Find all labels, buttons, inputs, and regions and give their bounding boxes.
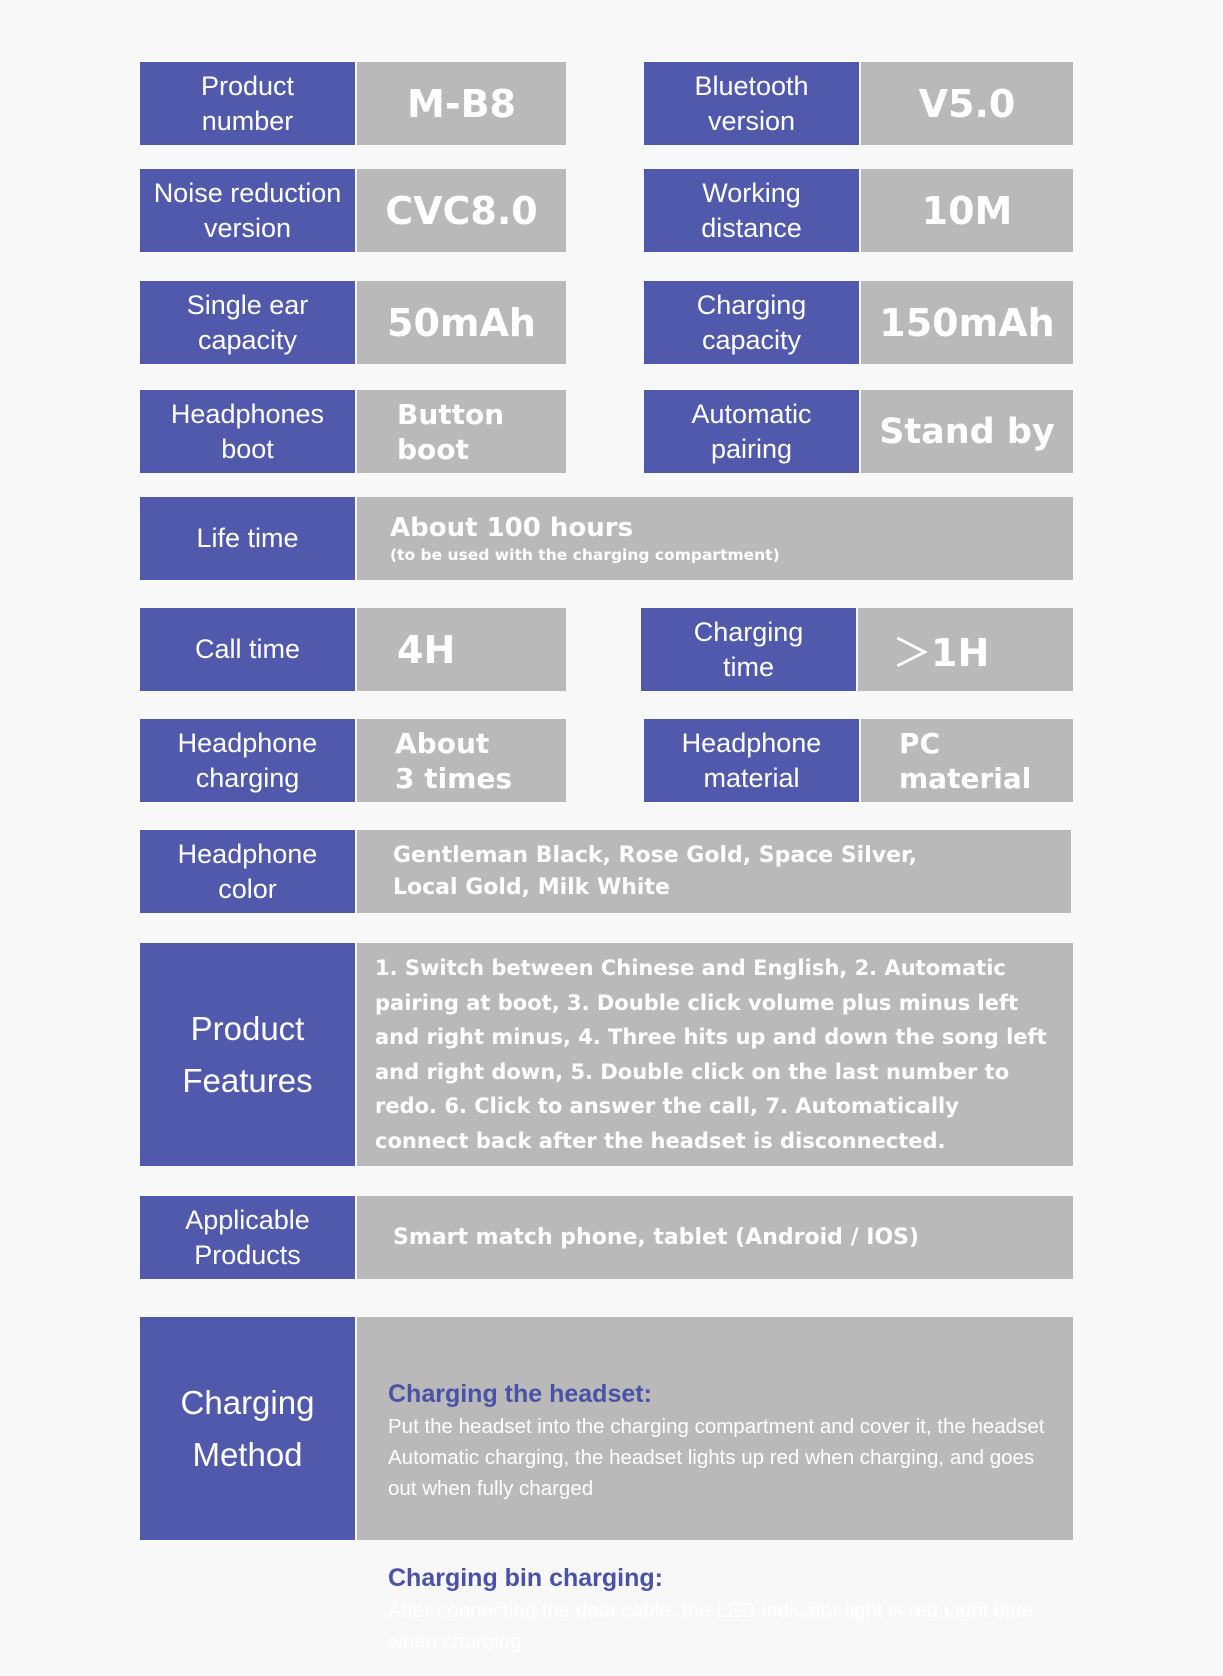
headphone-color-value: Gentleman Black, Rose Gold, Space Silver, Local Gold, Milk White <box>357 830 1071 913</box>
applicable-products-value: Smart match phone, tablet (Android / IOS) <box>357 1196 1073 1279</box>
charging-bin-title: Charging bin charging: <box>388 1564 663 1592</box>
headphone-material-value: PC material <box>861 719 1073 802</box>
charging-time-label: Charging time <box>641 608 856 691</box>
bluetooth-version-label: Bluetooth version <box>644 62 859 145</box>
life-time-value: About 100 hours <box>390 512 634 543</box>
life-time-value-box <box>357 497 1073 580</box>
charging-time-value: ＞1H <box>858 608 1073 691</box>
automatic-pairing-value: Stand by <box>861 390 1073 473</box>
call-time-label: Call time <box>140 608 355 691</box>
headphones-boot-value: Button boot <box>357 390 566 473</box>
product-features-label: Product Features <box>140 943 355 1166</box>
charging-bin-text: After connecting the data cable, the LED indicator light is red.Light blue when charging <box>388 1599 1034 1653</box>
single-ear-capacity-value: 50mAh <box>357 281 566 364</box>
noise-reduction-label: Noise reduction version <box>140 169 355 252</box>
working-distance-value: 10M <box>861 169 1073 252</box>
applicable-products-label: Applicable Products <box>140 1196 355 1279</box>
life-time-note: (to be used with the charging compartment) <box>390 545 780 564</box>
noise-reduction-value: CVC8.0 <box>357 169 566 252</box>
charging-headset-text: Put the headset into the charging compartment and cover it, the headset Automatic charging, the headset lights up red when charging, and goes out when fully charged <box>388 1415 1045 1500</box>
charging-method-box <box>357 1317 1073 1653</box>
charging-headset-title: Charging the headset: <box>388 1380 652 1408</box>
headphones-boot-label: Headphones boot <box>140 390 355 473</box>
charging-headset-paragraph <box>388 1348 1055 1504</box>
product-number-value: M-B8 <box>357 62 566 145</box>
headphone-charging-value: About 3 times <box>357 719 566 802</box>
product-features-value: 1. Switch between Chinese and English, 2. Automatic pairing at boot, 3. Double click volume plus minus left and right minus, 4. Three hits up and down the song left and right down, 5. Double click on the last number to redo. 6. Click to answer the call, 7. Automatically connect back after the headset is disconnected. <box>357 943 1073 1166</box>
product-number-label: Product number <box>140 62 355 145</box>
working-distance-label: Working distance <box>644 169 859 252</box>
single-ear-capacity-label: Single ear capacity <box>140 281 355 364</box>
bluetooth-version-value: V5.0 <box>861 62 1073 145</box>
charging-bin-paragraph <box>388 1532 1055 1657</box>
life-time-label: Life time <box>140 497 355 580</box>
automatic-pairing-label: Automatic pairing <box>644 390 859 473</box>
headphone-charging-label: Headphone charging <box>140 719 355 802</box>
call-time-value: 4H <box>357 608 566 691</box>
headphone-material-label: Headphone material <box>644 719 859 802</box>
charging-method-label: Charging Method <box>140 1317 355 1540</box>
headphone-color-label: Headphone color <box>140 830 355 913</box>
charging-capacity-value: 150mAh <box>861 281 1073 364</box>
charging-capacity-label: Charging capacity <box>644 281 859 364</box>
